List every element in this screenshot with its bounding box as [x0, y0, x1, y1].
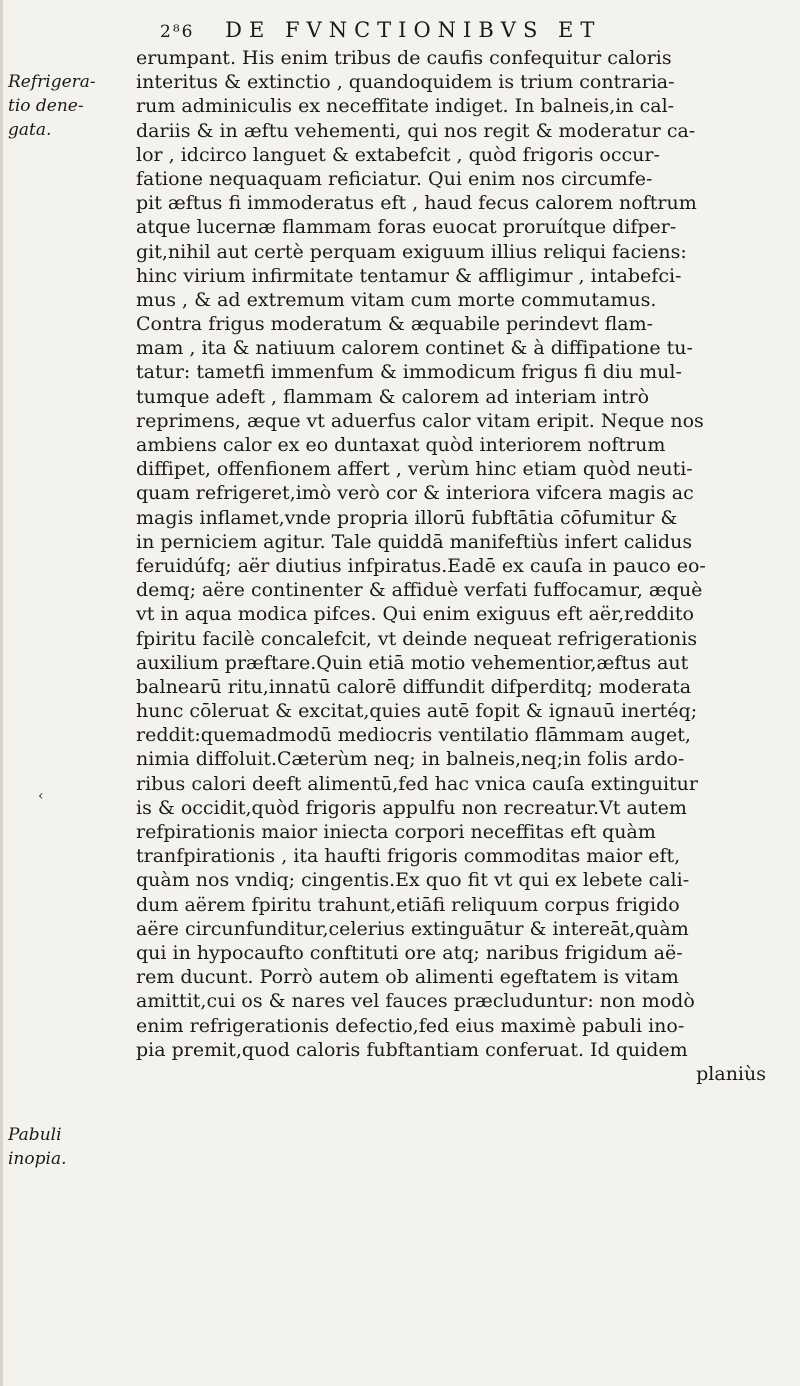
marginal-mark: ‹ [38, 788, 44, 804]
text-line: ribus calori deeft alimentū,fed hac vnica cauſa extinguitur [136, 772, 699, 795]
text-line: feruidúfq; aër diutius infpiratus.Eadē ex cauſa in pauco eo- [136, 554, 706, 577]
text-line: auxilium præftare.Quin etiā motio vehementior,æftus aut [136, 651, 689, 674]
text-line: tatur: tametfi immenfum & immodicum frigus fi diu mul- [136, 361, 682, 384]
text-line: diffipet, offenfionem affert , verùm hinc etiam quòd neuti- [136, 458, 693, 481]
text-line: tumque adeft , flammam & calorem ad interiam intrò [136, 385, 650, 408]
page-number: 2⁸6 [160, 22, 195, 42]
text-line: atque lucernæ flammam foras euocat proruítque difper- [136, 216, 677, 239]
page-edge-shadow [0, 0, 3, 1386]
text-line: enim refrigerationis defectio,fed eius maximè pabuli ino- [136, 1014, 685, 1037]
margin-note-pabuli [8, 1123, 132, 1171]
text-line: lor , idcirco languet & extabefcit , quòd frigoris occur- [136, 143, 660, 166]
text-line: is & occidit,quòd frigoris appulfu non recreatur.Vt autem [136, 796, 687, 819]
text-line: interitus & extinctio , quandoquidem is trium contraria- [136, 71, 675, 94]
text-line: pit æftus fi immoderatus eft , haud fecus calorem noftrum [136, 192, 697, 215]
text-line: tranfpirationis , ita haufti frigoris commoditas maior eft, [136, 845, 681, 868]
text-line: erumpant. His enim tribus de caufis confequitur caloris [136, 47, 672, 69]
text-line: amittit,cui os & nares vel fauces præcluduntur: non modò [136, 990, 695, 1013]
text-line: planiùs [696, 1062, 766, 1085]
text-line: git,nihil aut certè perquam exiguum illius reliqui faciens: [136, 240, 687, 263]
text-line: reprimens, æque vt aduerfus calor vitam eripit. Neque nos [136, 409, 704, 432]
text-line: rum adminiculis ex neceffitate indiget. In balneis,in cal- [136, 95, 675, 118]
text-line: balnearū ritu,innatū calorē diffundit difperditq; moderata [136, 675, 692, 698]
text-line: in perniciem agitur. Tale quiddā manifeftiùs infert calidus [136, 530, 693, 553]
text-line: hinc virium infirmitate tentamur & affligimur , intabefci- [136, 264, 682, 287]
main-text-column [136, 46, 786, 1086]
text-line: mus , & ad extremum vitam cum morte commutamus. [136, 288, 657, 311]
margin-note-line: Pabuli [8, 1125, 62, 1145]
text-line: nimia diffoluit.Cæterùm neq; in balneis,neq;in folis ardo- [136, 748, 685, 771]
margin-note-line: tio dene- [8, 96, 84, 116]
text-line: Contra frigus moderatum & æquabile perindevt flam- [136, 313, 654, 336]
text-line: demq; aëre continenter & affiduè verfati fuffocamur, æquè [136, 579, 703, 602]
text-line: vt in aqua modica pifces. Qui enim exiguus eft aër,reddito [136, 603, 694, 626]
text-line: ambiens calor ex eo duntaxat quòd interiorem noftrum [136, 434, 666, 456]
text-line: fpiritu facilè concalefcit, vt deinde nequeat refrigerationis [136, 627, 698, 650]
text-line: pia premit,quod caloris fubftantiam conferuat. Id quidem [136, 1038, 688, 1061]
text-line: mam , ita & natiuum calorem continet & à diffipatione tu- [136, 337, 693, 360]
text-line: dum aërem fpiritu trahunt,etiāfi reliquum corpus frigido [136, 893, 680, 916]
text-line: aëre circunfunditur,celerius extinguātur & intereāt,quàm [136, 917, 689, 940]
text-line: dariis & in æftu vehementi, qui nos regit & moderatur ca- [136, 119, 696, 142]
text-line: refpirationis maior iniecta corpori neceffitas eft quàm [136, 821, 656, 843]
text-line: quam refrigeret,imò verò cor & interiora vifcera magis ac [136, 482, 694, 505]
running-header [160, 18, 760, 42]
text-line: hunc cōleruat & excitat,quies autē fopit & ignauū inertéq; [136, 700, 698, 723]
text-line: magis inflamet,vnde propria illorū fubftātia cōfumitur & [136, 506, 678, 529]
margin-note-refrigeratio [8, 70, 132, 142]
text-line: reddit:quemadmodū mediocris ventilatio flāmmam auget, [136, 724, 691, 747]
text-line: qui in hypocaufto conftituti ore atq; naribus frigidum aë- [136, 941, 683, 964]
margin-note-line: inopia. [8, 1149, 67, 1169]
margin-note-line: Refrigera- [8, 72, 96, 92]
margin-note-line: gata. [8, 120, 52, 140]
text-line: rem ducunt. Porrò autem ob alimenti egeftatem is vitam [136, 966, 679, 989]
text-line: fatione nequaquam reficiatur. Qui enim nos circumfe- [136, 167, 653, 190]
running-title: DE FVNCTIONIBVS ET [225, 18, 602, 42]
text-line: quàm nos vndiq; cingentis.Ex quo fit vt qui ex lebete cali- [136, 869, 690, 892]
